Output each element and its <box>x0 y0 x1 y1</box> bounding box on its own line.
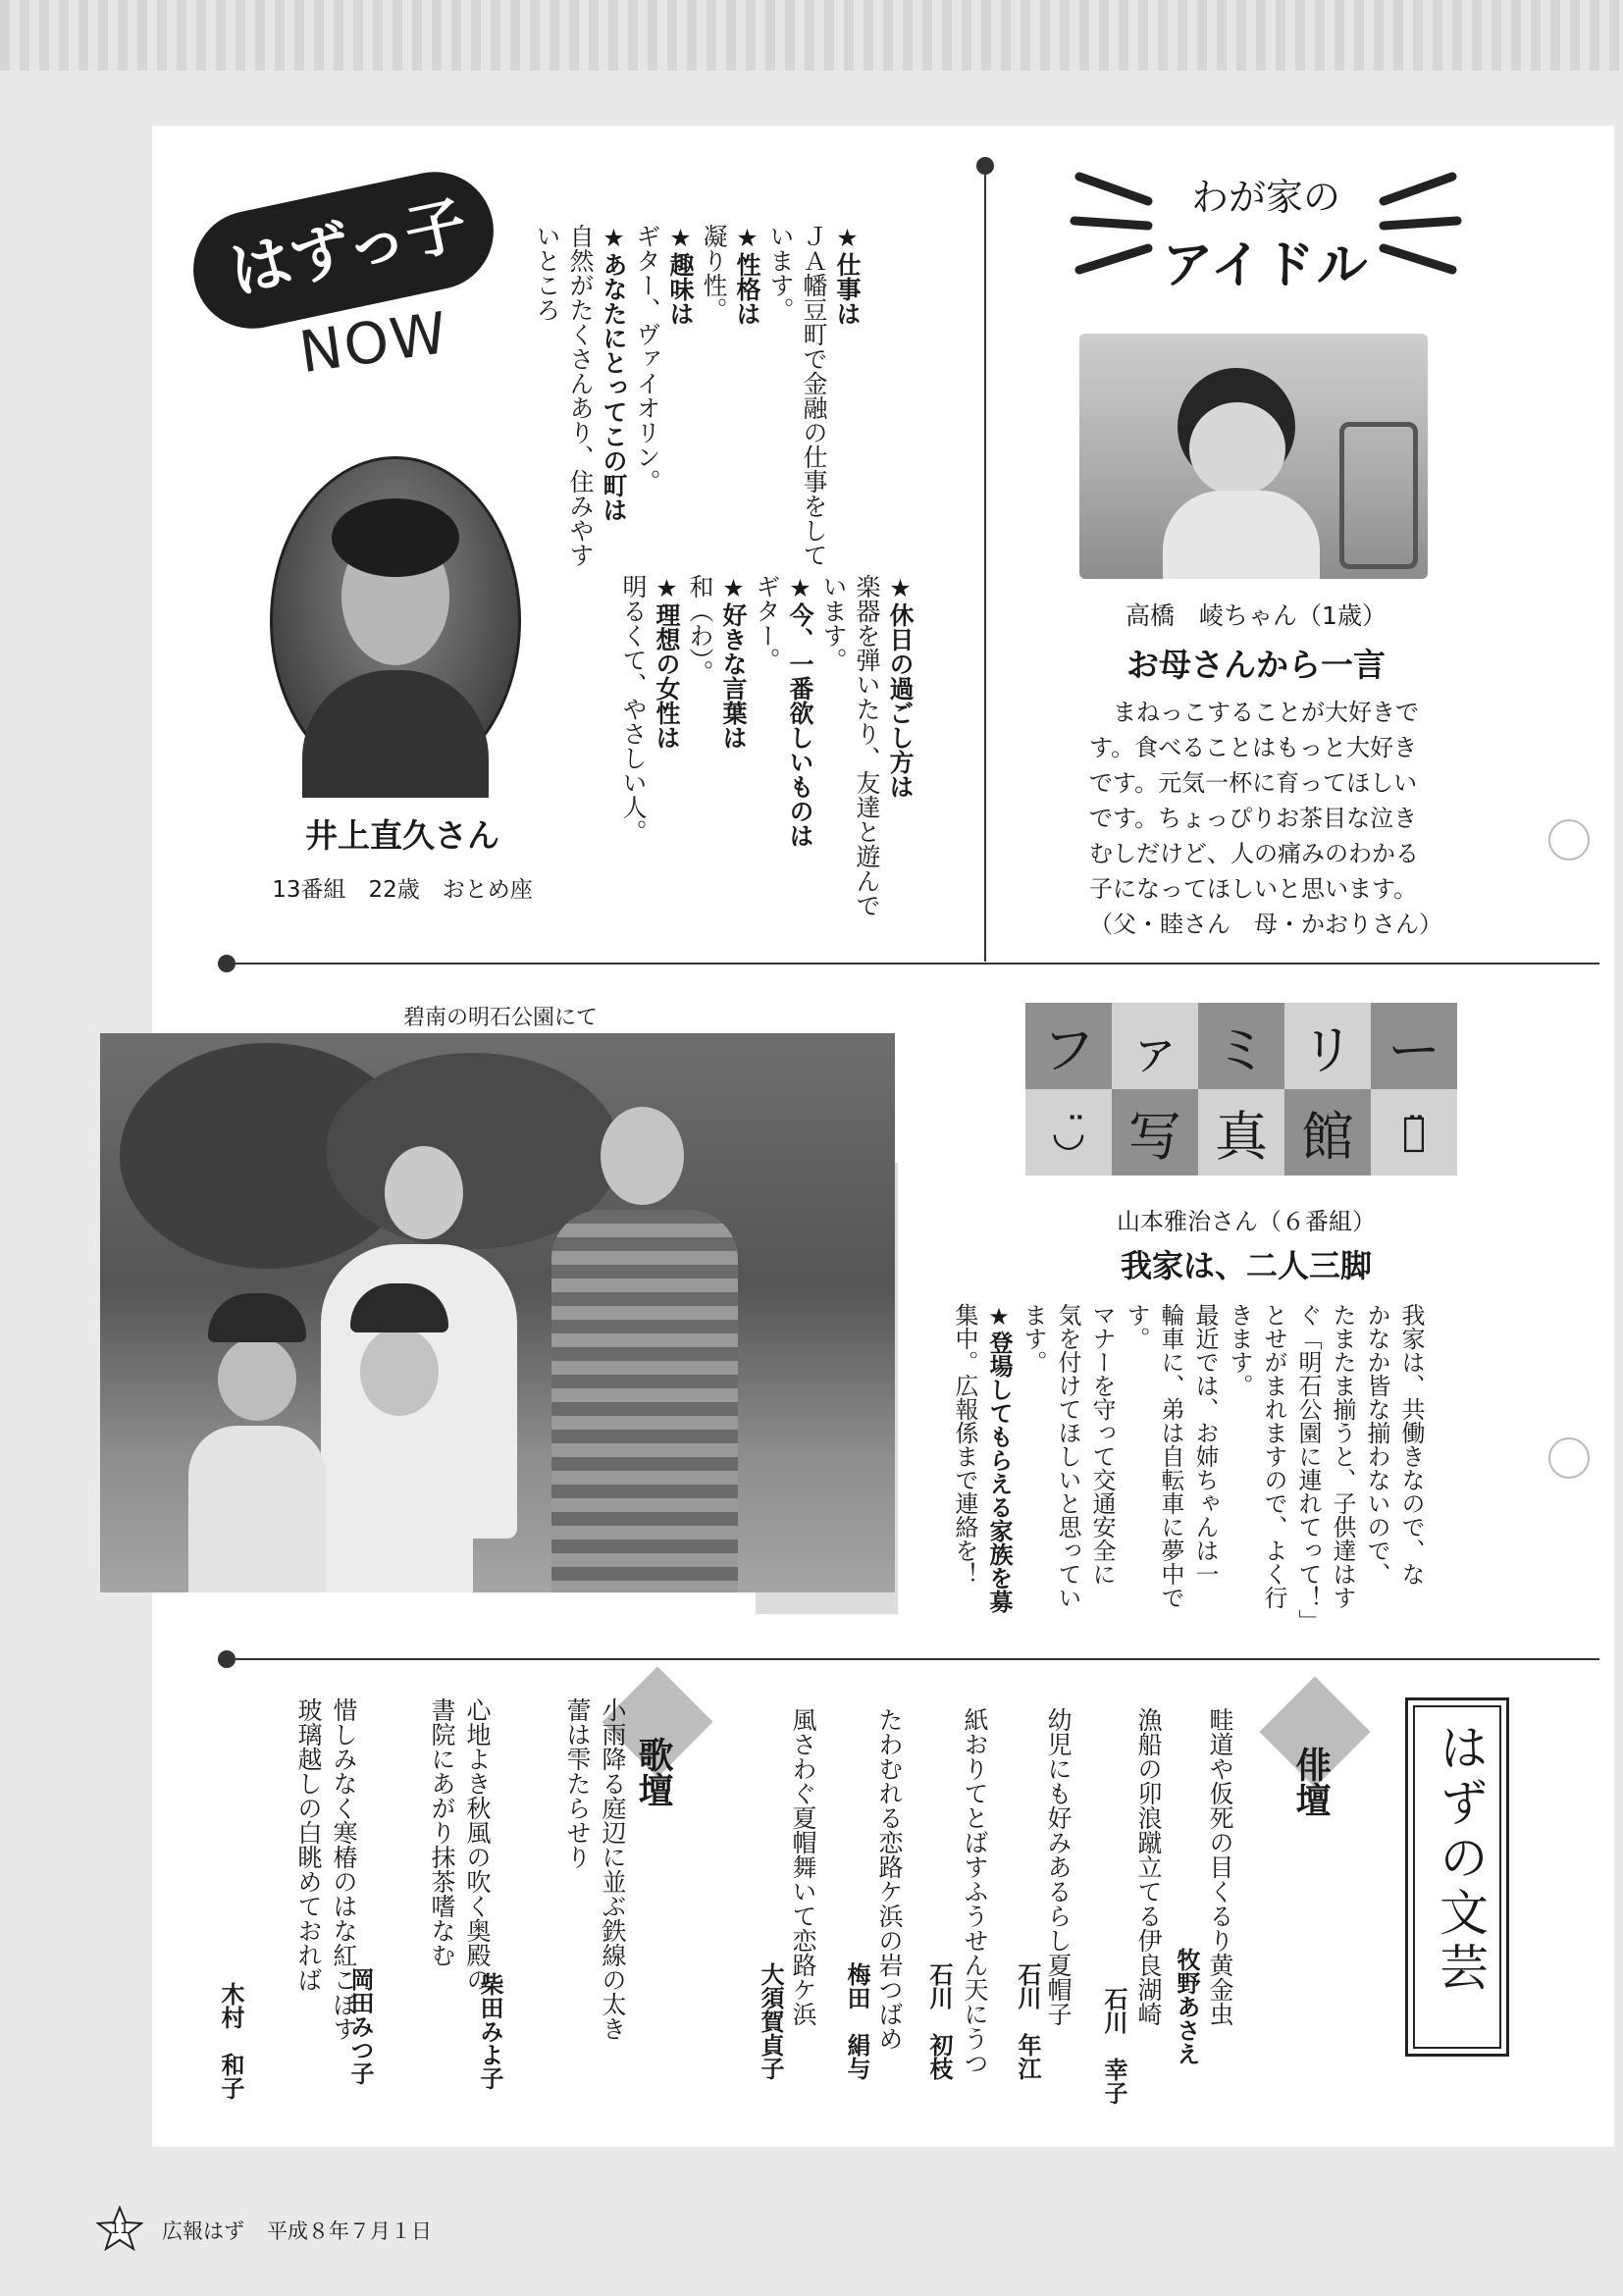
tanka-line: 心地よき秋風の吹く奥殿の <box>463 1697 492 1992</box>
hazukko-badge-label: はずっ子 <box>223 187 473 308</box>
a-town-1: 自然がたくさんあり、住みやす <box>566 224 595 567</box>
footer-publication: 広報はず <box>162 2219 244 2243</box>
section-divider <box>226 963 1599 965</box>
banner-char: ー <box>1387 1019 1440 1081</box>
tanka-line: 惜しみなく寒椿のはな紅こぼす <box>330 1697 358 2041</box>
q-holiday: ★休日の過ごし方は <box>886 574 915 799</box>
banner-char: 館 <box>1301 1106 1354 1168</box>
footer-date: 平成８年７月１日 <box>267 2219 432 2243</box>
tanka-2 <box>424 1697 495 2129</box>
idol-line: です。ちょっぴりお茶目な泣き <box>1089 805 1418 832</box>
family-line: 集中。広報係まで連絡を！ <box>951 1303 978 1586</box>
a-ideal: 明るくて、やさしい人。 <box>619 574 648 844</box>
a-personality: 凝り性。 <box>700 224 728 322</box>
hazukko-now-label: NOW <box>295 298 453 387</box>
family-photo-caption: 碧南の明石公園にて <box>402 1006 598 1030</box>
idol-title-line1: わが家の <box>1190 176 1340 219</box>
haiku-6-author: 大須賀貞子 <box>757 1962 784 2080</box>
family-line: たまたま揃うと、子供達はす <box>1329 1303 1356 1609</box>
boy1-cap <box>208 1293 306 1342</box>
haiku-poem: 漁船の卯浪蹴立てる伊良湖崎 <box>1134 1707 1163 2026</box>
idol-heading: お母さんから一言 <box>1126 646 1386 684</box>
person-suit <box>302 670 489 798</box>
idol-body <box>1089 695 1442 942</box>
a-holiday-2: います。 <box>819 574 848 672</box>
tanka-3 <box>290 1697 361 2129</box>
top-binding-band <box>0 0 1623 71</box>
tanka-line: 小雨降る庭辺に並ぶ鉄線の太き <box>599 1697 627 2041</box>
family-line: 我家は、共働きなので、な <box>1397 1303 1425 1586</box>
boy2-face <box>360 1328 439 1416</box>
boy2-body <box>326 1416 473 1592</box>
family-line: す。 <box>1123 1303 1150 1350</box>
a-hobby: ギター、ヴァイオリン。 <box>633 224 661 494</box>
family-line: とせがまれますので、よく行 <box>1260 1303 1287 1609</box>
q-ideal: ★理想の女性は <box>653 574 681 750</box>
page-number: 11 <box>110 2219 130 2237</box>
family-line: ★登場してもらえる家族を募 <box>985 1303 1013 1613</box>
divider-dot <box>218 1650 236 1668</box>
frown-face-icon: ⌒̈ <box>1401 1110 1426 1155</box>
family-line: 輪車に、弟は自転車に夢中で <box>1157 1303 1184 1609</box>
burst-lines-left <box>1070 162 1158 289</box>
child-face <box>1189 402 1285 496</box>
haiku-poem: 風さわぐ夏帽舞いて恋路ケ浜 <box>789 1707 817 2026</box>
family-line: マナーを守って交通安全に <box>1088 1303 1116 1586</box>
q-hobby: ★趣味は <box>666 224 695 326</box>
banner-char: 真 <box>1215 1106 1268 1168</box>
family-line: きます。 <box>1226 1303 1253 1397</box>
idol-line: むしだけど、人の痛みのわかる <box>1089 840 1419 867</box>
a-word: 和（わ）。 <box>686 574 714 685</box>
family-line: ぐ「明石公園に連れてって！」 <box>1294 1303 1322 1633</box>
haiku-poem: 幼児にも好みあるらし夏帽子 <box>1044 1707 1073 2026</box>
haiku-4 <box>957 1707 992 2139</box>
tanka-2-author: 岡田みつ子 <box>346 1967 374 2085</box>
family-title: 我家は、二人三脚 <box>1120 1247 1372 1284</box>
idol-parents: （父・睦さん 母・かおりさん） <box>1089 911 1442 938</box>
idol-line: まねっこすることが大好きで <box>1113 699 1419 726</box>
q-work: ★仕事は <box>833 224 862 326</box>
person-name: 井上直久さん <box>305 816 499 855</box>
smile-face-icon: ◡̈ <box>1051 1110 1086 1155</box>
q-want: ★今、一番欲しいものは <box>786 574 814 848</box>
boy1-face <box>218 1337 296 1421</box>
banner-char: 写 <box>1128 1106 1181 1168</box>
haiku-2-author: 石川 幸子 <box>1100 1987 1127 2105</box>
punch-hole <box>1548 1437 1590 1479</box>
tanka-line: 書院にあがり抹茶嗜なむ <box>428 1697 456 1967</box>
haiku-5-author: 梅田 絹与 <box>843 1962 870 2080</box>
a-work-1: ＪＡ幡豆町で金融の仕事をして <box>800 224 828 567</box>
family-line: 最近では、お姉ちゃんは一 <box>1191 1303 1219 1586</box>
haiku-4-author: 石川 初枝 <box>925 1962 953 2080</box>
tanka-1 <box>559 1697 630 2129</box>
mother-face <box>385 1146 463 1239</box>
divider-dot <box>218 955 236 972</box>
haiku-6 <box>785 1707 820 2139</box>
q-personality: ★性格は <box>733 224 761 326</box>
tanka-3-author: 木村 和子 <box>217 1982 244 2100</box>
banner-char: リ <box>1301 1019 1354 1081</box>
haiku-poem: 畦道や仮死の目くるり黄金虫 <box>1206 1707 1234 2026</box>
banner-char: ァ <box>1128 1019 1181 1081</box>
child-shirt <box>1163 491 1320 579</box>
a-holiday-1: 楽器を弾いたり、友達と遊んで <box>853 574 881 917</box>
family-line: ます。 <box>1020 1303 1047 1374</box>
a-want: ギター。 <box>753 574 781 672</box>
child-photo <box>1079 334 1428 579</box>
person-info: 13番組 22歳 おとめ座 <box>272 877 533 903</box>
a-town-2: いところ <box>533 224 561 322</box>
family-photo <box>100 1033 895 1592</box>
father-face <box>601 1107 684 1205</box>
haiku-3-author: 石川 年江 <box>1014 1962 1041 2080</box>
tanka-line: 玻璃越しの白眺めておれば <box>294 1697 323 1992</box>
haidan-label: 俳壇 <box>1290 1747 1331 1817</box>
haiku-3 <box>1040 1707 1075 2139</box>
idol-line: です。元気一杯に育ってほしい <box>1089 769 1418 797</box>
divider-dot <box>976 157 994 175</box>
child-name: 高橋 崚ちゃん（1歳） <box>1126 601 1387 630</box>
idol-title-line2: アイドル <box>1162 236 1370 295</box>
boy1-body <box>188 1426 326 1592</box>
family-text <box>947 1303 1428 1656</box>
section-divider <box>226 1658 1599 1660</box>
banner-top-text <box>1025 1009 1457 1084</box>
haiku-poem: 紙おりてとばすふうせん天にうつ <box>961 1707 989 2075</box>
person-photo <box>270 456 521 786</box>
father-vest <box>551 1210 738 1592</box>
banner-bottom-text <box>1112 1095 1371 1171</box>
punch-hole <box>1548 819 1590 861</box>
tanka-1-author: 柴田みよ子 <box>476 1972 503 2090</box>
haiku-poem: たわむれる恋路ケ浜の岩つばめ <box>875 1707 904 2051</box>
banner-char: フ <box>1042 1019 1095 1081</box>
haiku-1 <box>1202 1707 1237 2139</box>
kadan-label: 歌壇 <box>633 1737 673 1807</box>
banner-char: ミ <box>1215 1019 1268 1081</box>
q-town: ★あなたにとってこの町は <box>600 224 628 522</box>
bungei-title: はずの文芸 <box>1432 1722 1489 1997</box>
person-hair <box>332 498 459 577</box>
hazukko-text-lower <box>616 574 916 966</box>
idol-line: 子になってほしいと思います。 <box>1089 875 1418 903</box>
chair <box>1339 422 1418 569</box>
idol-line: す。食べることはもっと大好き <box>1089 734 1418 761</box>
family-line: かなか皆な揃わないので、 <box>1363 1303 1390 1586</box>
family-line: 気を付けてほしいと思ってい <box>1054 1303 1081 1609</box>
haiku-1-author: 牧野あさえ <box>1173 1948 1200 2065</box>
haiku-5 <box>871 1707 907 2139</box>
column-divider <box>984 157 986 962</box>
a-work-2: います。 <box>766 224 795 322</box>
tanka-line: 蕾は雫たらせり <box>563 1697 592 1869</box>
q-word: ★好きな言葉は <box>719 574 748 750</box>
haiku-2 <box>1130 1707 1166 2139</box>
family-subject: 山本雅治さん（６番組） <box>1117 1208 1376 1235</box>
burst-lines-right <box>1374 162 1462 289</box>
